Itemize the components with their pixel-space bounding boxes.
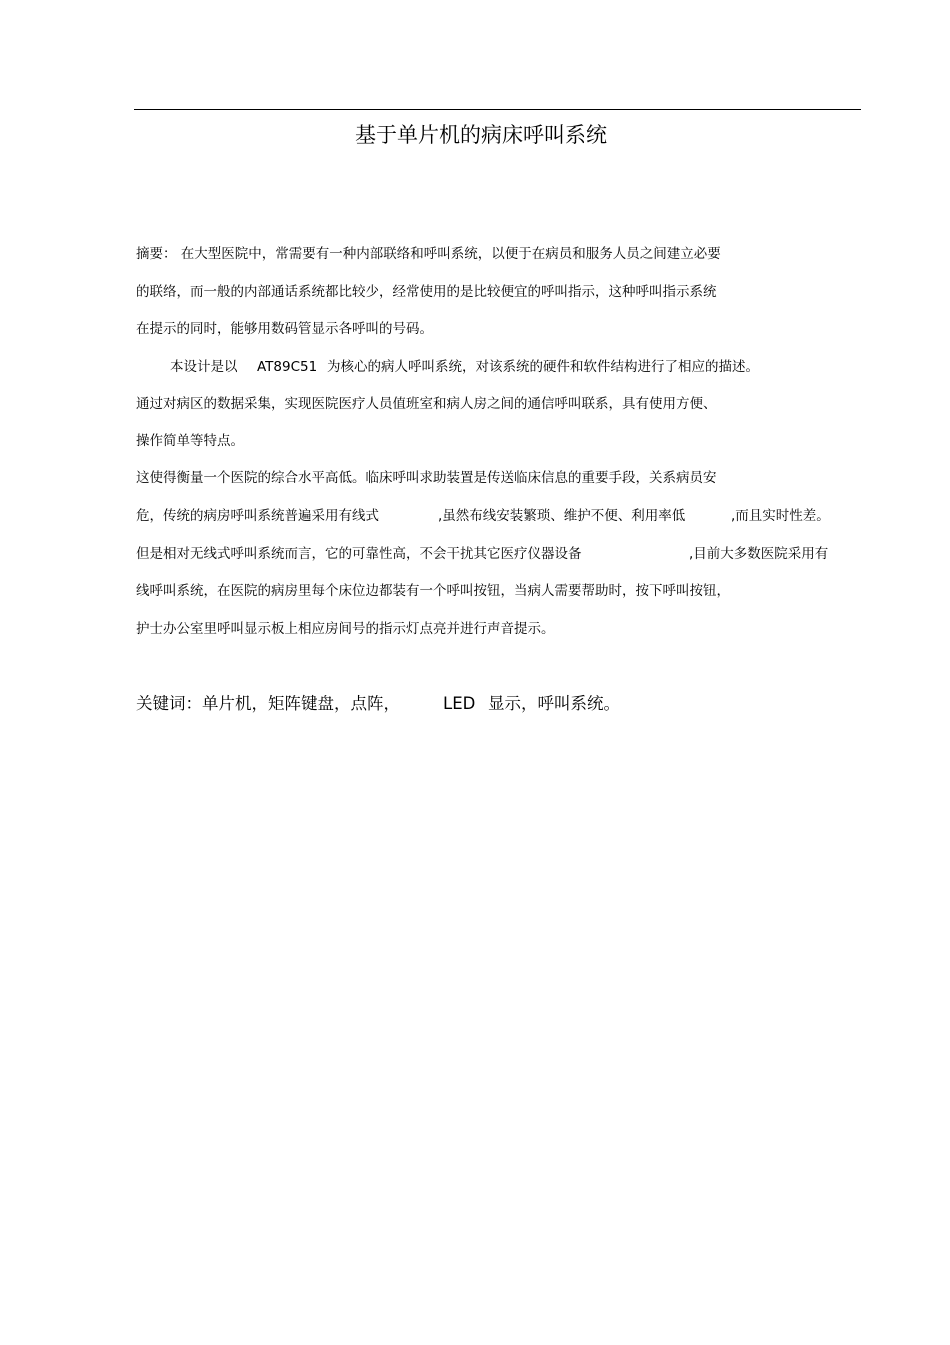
abstract-line: 这使得衡量一个医院的综合水平高低。临床呼叫求助装置是传送临床信息的重要手段，关系病员安: [136, 470, 717, 486]
text-segment: 本设计是以: [170, 359, 238, 375]
text-segment: 但是相对无线式呼叫系统而言，它的可靠性高，不会干扰其它医疗仪器设备: [136, 546, 582, 562]
text-segment: ,虽然布线安装繁琐、维护不便、利用率低: [438, 508, 686, 524]
text-segment: 危，传统的病房呼叫系统普遍采用有线式: [136, 508, 379, 524]
text-segment: ,目前大多数医院采用有: [689, 546, 829, 562]
abstract-line: 摘要： 在大型医院中，常需要有一种内部联络和呼叫系统，以便于在病员和服务人员之间建立必要: [136, 246, 721, 262]
text-segment: ,而且实时性差。: [731, 508, 830, 524]
abstract-line: 在提示的同时，能够用数码管显示各呼叫的号码。: [136, 321, 433, 337]
header-rule: [134, 109, 861, 110]
abstract-line: 的联络，而一般的内部通话系统都比较少，经常使用的是比较便宜的呼叫指示，这种呼叫指示系统: [136, 284, 717, 300]
keywords-label: 关键词：单片机，矩阵键盘，点阵，: [136, 694, 400, 713]
chip-model: AT89C51: [257, 359, 318, 375]
abstract-line: 通过对病区的数据采集，实现医院医疗人员值班室和病人房之间的通信呼叫联系，具有使用方便、: [136, 396, 717, 412]
abstract-line: 操作简单等特点。: [136, 433, 244, 449]
text-segment: 为核心的病人呼叫系统，对该系统的硬件和软件结构进行了相应的描述。: [327, 359, 759, 375]
document-title: 基于单片机的病床呼叫系统: [355, 123, 607, 147]
keyword-led: LED: [443, 694, 476, 713]
abstract-line: 线呼叫系统，在医院的病房里每个床位边都装有一个呼叫按钮，当病人需要帮助时，按下呼叫按钮，: [136, 583, 730, 599]
abstract-line: 护士办公室里呼叫显示板上相应房间号的指示灯点亮并进行声音提示。: [136, 621, 555, 637]
keywords-tail: 显示，呼叫系统。: [488, 694, 620, 713]
